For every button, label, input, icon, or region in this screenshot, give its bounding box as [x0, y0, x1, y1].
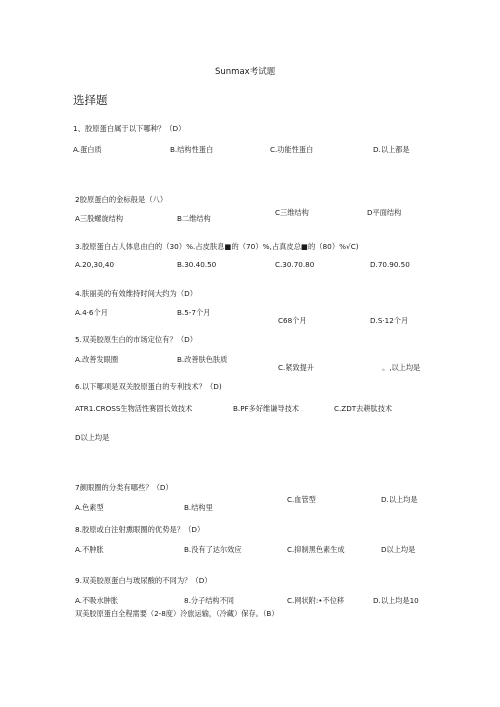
question-2-option-a: A三股螺旋结构: [75, 214, 124, 223]
question-4-option-a: A.4·6个月: [75, 308, 108, 317]
document-title: Sunmax考试题: [215, 67, 276, 77]
question-3-option-b: B.30.40.50: [177, 260, 217, 269]
question-3-option-a: A.20,30,40: [75, 260, 115, 269]
question-4-option-c: C68个月: [278, 316, 307, 325]
question-2-option-b: B二维结构: [177, 214, 211, 223]
question-4-option-b: B.5-7个月: [177, 308, 211, 317]
question-4-stem: 4.肤丽美的有效维持时间大约为（D）: [75, 289, 198, 298]
question-8-option-a: A.不肿胀: [75, 545, 104, 554]
question-5-option-a: A.改善发眼圈: [75, 355, 119, 364]
question-6-option-c: C.ZDT去耕肽技术: [334, 404, 393, 413]
trailing-statement: 双美胶原蛋白全程需要（2-8度）冷旅运输，（冷藏）保存。（B）: [75, 609, 279, 618]
question-6-stem: 6.以下哪项是双关胶原蛋白的专利技术？（D): [75, 382, 222, 391]
question-6-option-d: D以上均是: [75, 433, 110, 442]
question-1-stem: 1、胶原蛋白属于以下哪种？（D）: [73, 124, 186, 133]
question-9-option-c: C.网状附:•不位移: [287, 596, 345, 605]
question-6-option-b: B.PF多好维谦导技术: [233, 404, 299, 413]
question-8-option-b: B.没有了达尔效应: [184, 545, 242, 554]
section-heading: 选择题: [73, 93, 108, 107]
question-1-option-a: A.蛋白质: [73, 145, 102, 154]
question-7-option-c: C.血管型: [287, 495, 316, 504]
question-5-option-d: 。,以上均是: [382, 363, 421, 372]
question-8-stem: 8.胶原或白注射熏眼圈的优势是？（D）: [75, 525, 205, 534]
question-9-option-a: A.不吸水肿胀: [75, 596, 119, 605]
question-7-option-d: D.以上均是: [381, 495, 418, 504]
question-8-option-c: C.抑制黑色素生成: [287, 545, 345, 554]
question-3-stem: 3.胶原蛋白占人体息由白的（30）%.占皮肤息■的（70）%,占真皮总■的（80）%√C): [75, 242, 359, 251]
question-8-option-d: D以上均是: [381, 545, 416, 554]
question-6-option-a: ATR1.CROSS生物活性赛固长效技术: [75, 404, 193, 413]
question-7-stem: 7颜眼圈的分类有哪些？（D）: [75, 483, 173, 492]
question-2-option-d: D平面结构: [367, 208, 402, 217]
question-4-option-d: D.S·12个月: [370, 316, 409, 325]
question-1-option-d: D.以上都是: [373, 145, 410, 154]
question-2-stem: 2胶原蛋白的金标般是（八）: [75, 195, 168, 204]
question-3-option-c: C.30.70.80: [275, 260, 315, 269]
question-5-stem: 5.双美胶原生白的市场定位有？（D）: [75, 335, 198, 344]
question-5-option-b: B.改善肤色肤质: [177, 355, 228, 364]
question-7-option-b: B.结构里: [184, 503, 213, 512]
question-2-option-c: C三维结构: [275, 208, 309, 217]
question-3-option-d: D.70.90.50: [370, 260, 410, 269]
question-9-option-b: 8.分子结构不同: [184, 596, 234, 605]
question-7-option-a: A.色素型: [75, 503, 104, 512]
question-1-option-b: B.结构性蛋白: [170, 145, 214, 154]
question-9-stem: 9.双美胶原蛋白与玻尿酸的不同为？（D）: [75, 576, 212, 585]
question-1-option-c: C.功能性蛋白: [270, 145, 314, 154]
question-5-option-c: C.紧致提升: [278, 363, 315, 372]
question-9-option-d: D.以上均是10: [373, 596, 419, 605]
